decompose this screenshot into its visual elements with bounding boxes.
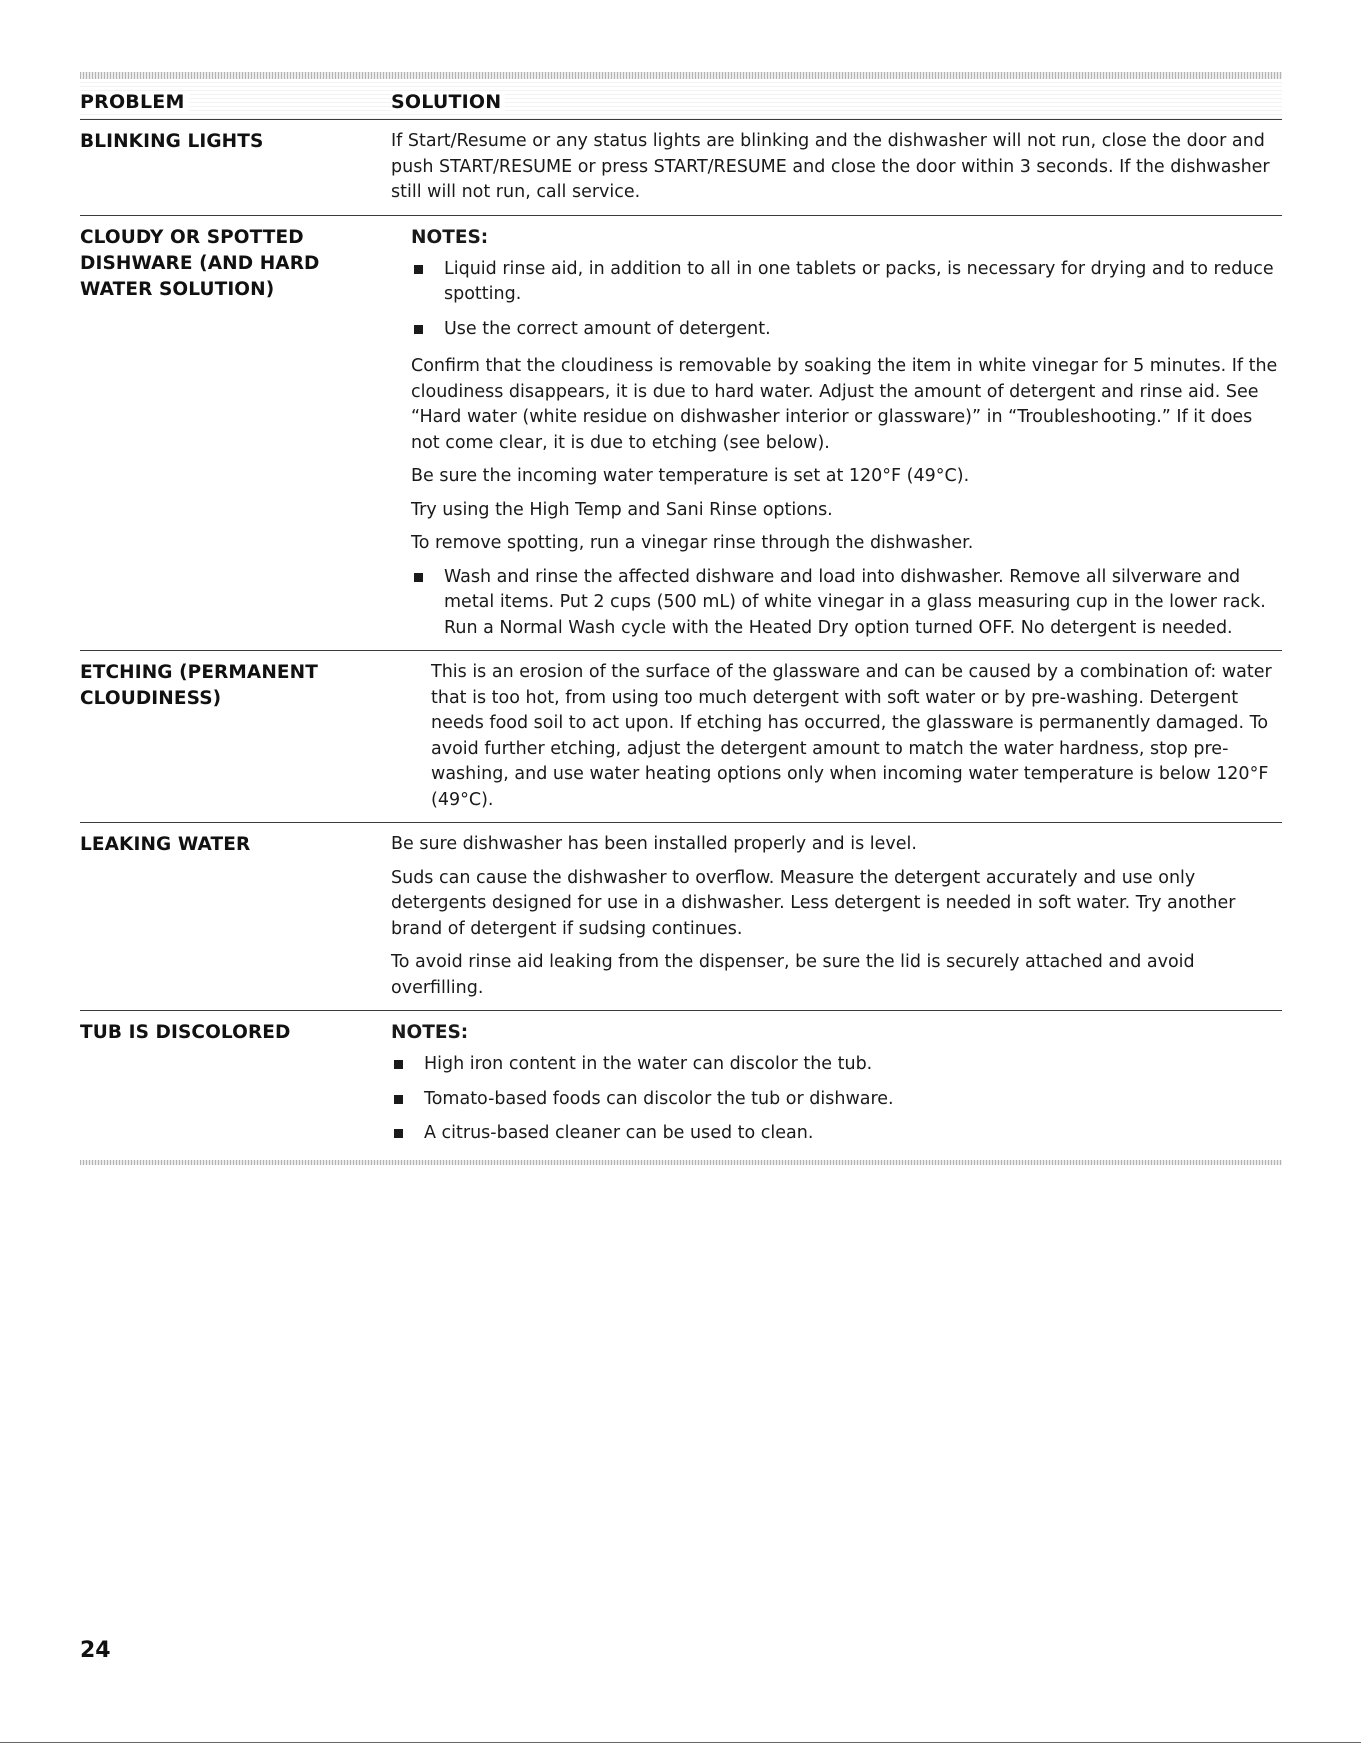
notes-label: NOTES: <box>391 1022 469 1043</box>
bullet-square-icon <box>411 317 444 343</box>
bullet-square-icon <box>391 1052 424 1078</box>
note-item: Liquid rinse aid, in addition to all in one tablets or packs, is necessary for drying and to reduce spotting. <box>411 257 1282 308</box>
table-header <box>80 79 1282 120</box>
solution-paragraph: Try using the High Temp and Sani Rinse options. <box>411 499 833 520</box>
page-bottom-rule <box>0 1742 1361 1743</box>
solution-cell <box>431 660 1282 813</box>
solution-cell <box>411 225 1282 642</box>
problem-label: TUB IS DISCOLORED <box>80 1022 291 1043</box>
step-item: Wash and rinse the affected dishware and load into dishwasher. Remove all silverware and metal items. Put 2 cups (500 mL) of white vinegar in a glass measuring cup in the lower rack. Run a Normal Wash cycle with the Heated Dry option turned OFF. No detergent is needed. <box>411 565 1282 642</box>
header-solution: SOLUTION <box>391 91 1282 119</box>
note-item: A citrus-based cleaner can be used to clean. <box>391 1121 1282 1147</box>
problem-label: CLOUDY OR SPOTTED DISHWARE (AND HARD WATER SOLUTION) <box>80 226 320 300</box>
bullet-square-icon <box>411 257 444 308</box>
table-row <box>80 823 1282 1011</box>
solution-cell <box>391 1020 1282 1147</box>
bottom-decorative-band <box>80 1160 1282 1165</box>
solution-paragraph: Suds can cause the dishwasher to overflow. Measure the detergent accurately and use only detergents designed for use in a dishwasher. Less detergent is needed in soft water. Try another brand of detergent if sudsing continues. <box>391 867 1236 939</box>
bullet-square-icon <box>391 1121 424 1147</box>
table-row <box>80 1011 1282 1156</box>
note-item: Use the correct amount of detergent. <box>411 317 1282 343</box>
page-number: 24 <box>80 1638 111 1663</box>
bullet-square-icon <box>411 565 444 642</box>
note-item: High iron content in the water can discolor the tub. <box>391 1052 1282 1078</box>
bullet-square-icon <box>391 1087 424 1113</box>
top-decorative-band <box>80 72 1282 79</box>
problem-label: ETCHING (PERMANENT CLOUDINESS) <box>80 662 318 709</box>
solution-paragraph: Confirm that the cloudiness is removable by soaking the item in white vinegar for 5 minutes. If the cloudiness disappears, it is due to hard water. Adjust the amount of detergent and rinse aid. See “Hard water (white residue on dishwasher interior or glassware)” in “Troubleshooting.” If it does not come clear, it is due to etching (see below). <box>411 356 1278 453</box>
solution-paragraph: Be sure the incoming water temperature is set at 120°F (49°C). <box>411 466 970 486</box>
solution-paragraph: This is an erosion of the surface of the glassware and can be caused by a combination of: water that is too hot, from using too much detergent with soft water or by pre-washing. Detergent needs food soil to act upon. If etching has occurred, the glassware is permanently damaged. To avoid further etching, adjust the detergent amount to match the water hardness, stop pre-washing, and use water heating options only when incoming water temperature is below 120°F (49°C). <box>431 662 1272 810</box>
problem-label: LEAKING WATER <box>80 834 251 855</box>
table-row <box>80 120 1282 216</box>
header-problem: PROBLEM <box>80 91 391 119</box>
table-row <box>80 651 1282 823</box>
notes-label: NOTES: <box>411 226 489 248</box>
problem-label: BLINKING LIGHTS <box>80 131 264 152</box>
solution-cell <box>391 832 1282 1001</box>
note-item: Tomato-based foods can discolor the tub or dishware. <box>391 1087 1282 1113</box>
solution-paragraph: To avoid rinse aid leaking from the dispenser, be sure the lid is securely attached and avoid overfilling. <box>391 952 1195 998</box>
solution-paragraph: To remove spotting, run a vinegar rinse through the dishwasher. <box>411 533 974 553</box>
solution-cell <box>391 129 1282 206</box>
table-row <box>80 216 1282 652</box>
troubleshooting-table <box>80 72 1282 1165</box>
solution-paragraph: Be sure dishwasher has been installed properly and is level. <box>391 834 917 854</box>
solution-paragraph: If Start/Resume or any status lights are blinking and the dishwasher will not run, close the door and push START/RESUME or press START/RESUME and close the door within 3 seconds. If the dishwasher still will not run, call service. <box>391 131 1270 202</box>
